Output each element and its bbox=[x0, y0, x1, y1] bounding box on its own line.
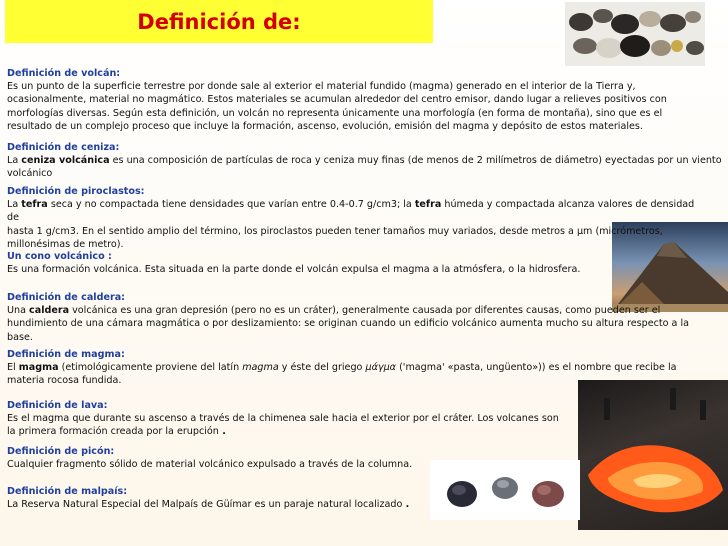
cono-heading: Un cono volcánico : bbox=[7, 251, 112, 262]
volcan-heading: Definición de volcán: bbox=[7, 68, 121, 79]
section-magma bbox=[7, 349, 707, 388]
volcan-line-1: Es un punto de la superficie terrestre por donde sale al exterior el material fundido (magma) generado en el interior de la Tierra y, bbox=[7, 81, 636, 92]
ceniza-term: ceniza volcánica bbox=[21, 155, 110, 166]
piroclastos-line-2: hasta 1 g/cm3. En el sentido amplio del término, los piroclastos pueden tener tamaños muy variados, desde metros a µm (micrómetros, bbox=[7, 225, 663, 237]
lava-line-2: la primera formación creada por la erupción . bbox=[7, 426, 226, 438]
picon-heading: Definición de picón: bbox=[7, 446, 115, 457]
tefra-term-2: tefra bbox=[414, 199, 442, 210]
section-piroclastos bbox=[7, 186, 707, 252]
section-picon bbox=[7, 446, 567, 471]
magma-term: magma bbox=[18, 362, 59, 373]
malpais-heading: Definición de malpaís: bbox=[7, 486, 128, 497]
ceniza-line-1: La ceniza volcánica es una composición de partículas de roca y ceniza muy finas (de menos de 2 milímetros de diámetro) eyectadas por un viento bbox=[7, 155, 722, 166]
magma-line-1: El magma (etimológicamente proviene del latín magma y éste del griego μάγμα ('magma' «pasta, ungüento»)) es el nombre que recibe la bbox=[7, 362, 677, 373]
section-volcan bbox=[7, 68, 707, 134]
caldera-heading: Definición de caldera: bbox=[7, 292, 126, 303]
magma-line-2: materia rocosa fundida. bbox=[7, 375, 122, 387]
volcanic-rocks-photo bbox=[565, 2, 705, 66]
magma-heading: Definición de magma: bbox=[7, 349, 125, 360]
piroclastos-line-3: millonésimas de metro). bbox=[7, 239, 124, 251]
volcan-line-4: resultado de un complejo proceso que incluye la formación, ascenso, evolución, emisión del magma y depósito de estos materiales. bbox=[7, 121, 643, 133]
section-ceniza bbox=[7, 142, 727, 181]
title-banner bbox=[5, 0, 433, 43]
ceniza-heading: Definición de ceniza: bbox=[7, 142, 120, 153]
section-malpais bbox=[7, 486, 567, 511]
section-lava bbox=[7, 400, 577, 439]
piroclastos-line-1: La tefra seca y no compactada tiene densidades que varían entre 0.4-0.7 g/cm3; la tefra húmeda y compactada alcanza valores de densidad de bbox=[7, 199, 695, 224]
caldera-line-1: Una caldera volcánica es una gran depresión (pero no es un cráter), generalmente causada por diferentes causas, como pueden ser el bbox=[7, 305, 661, 316]
section-cono bbox=[7, 251, 607, 276]
section-caldera bbox=[7, 292, 719, 344]
lava-line-1: Es el magma que durante su ascenso a través de la chimenea sale hacia el exterior por el cráter. Los volcanes son bbox=[7, 413, 559, 424]
caldera-line-2: hundimiento de una cámara magmática o por deslizamiento: se originan cuando un edificio volcánico aumenta mucho su altura respecto a la bbox=[7, 318, 690, 330]
tefra-term-1: tefra bbox=[21, 199, 48, 210]
piroclastos-heading: Definición de piroclastos: bbox=[7, 186, 145, 197]
page-title: Definición de: bbox=[137, 9, 301, 34]
volcan-line-3: morfologías diversas. Según esta definición, un volcán no representa únicamente una morfología (en forma de montaña), sino que es el bbox=[7, 107, 663, 119]
ceniza-line-2: volcánico bbox=[7, 168, 53, 180]
picon-line-1: Cualquier fragmento sólido de material volcánico expulsado a través de la columna. bbox=[7, 459, 413, 470]
caldera-line-3: base. bbox=[7, 331, 33, 343]
caldera-term: caldera bbox=[29, 305, 70, 316]
lava-flow-photo bbox=[578, 380, 728, 530]
volcan-line-2: ocasionalmente, material no magmático. Estos materiales se acumulan alrededor del centro emisor, dando lugar a relieves positivos con bbox=[7, 94, 667, 106]
lava-heading: Definición de lava: bbox=[7, 400, 108, 411]
cono-line-1: Es una formación volcánica. Esta situada en la parte donde el volcán expulsa el magma a la atmósfera, o la hidrosfera. bbox=[7, 264, 581, 275]
malpais-line-1: La Reserva Natural Especial del Malpaís de Güímar es un paraje natural localizado . bbox=[7, 499, 410, 510]
